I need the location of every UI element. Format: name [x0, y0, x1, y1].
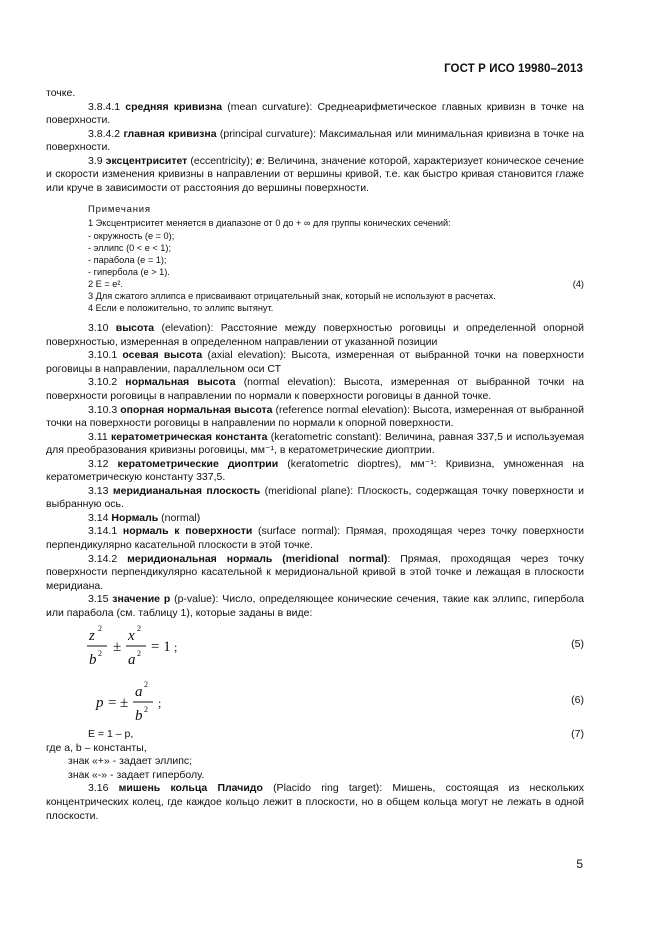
def-text: (reference normal elevation): Высота, измеренная от выбранной точки на поверхности роговицы в направлении по нормали к опорной поверхности. — [46, 403, 584, 430]
sign-plus-line: знак «+» - задает эллипс; — [68, 755, 193, 768]
def-text: (eccentricity); — [187, 154, 256, 167]
def-text: (elevation): Расстояние между поверхностью роговицы и определенной опорной поверхностью, измеренная в определенном направлении от указанной позиции — [46, 322, 584, 348]
def-term: главная кривизна — [123, 127, 217, 140]
def-text: (p-value): Число, определяющее конические сечения, такие как эллипс, гипербола или парабола (см. таблицу 1), которые заданы в виде: — [46, 593, 584, 619]
notes-title: Примечания — [88, 204, 151, 216]
def-term: мишень кольца Плачидо — [118, 782, 263, 795]
svg-text:x: x — [128, 628, 135, 645]
def-3-8-4-2 — [46, 128, 584, 155]
def-3-14-1 — [46, 525, 584, 552]
note-3: 3 Для сжатого эллипса e присваивают отрицательный знак, который не используют в расчетах. — [88, 291, 496, 302]
def-text: (meridional plane): Плоскость, содержащая точку поверхности и выбранную ось. — [46, 484, 584, 511]
def-number: 3.8.4.2 — [88, 127, 124, 140]
svg-text:;: ; — [158, 696, 162, 711]
note-1-item: - парабола (e = 1); — [88, 254, 167, 265]
def-3-16 — [46, 782, 584, 823]
svg-text:;: ; — [174, 640, 178, 655]
svg-text:2: 2 — [98, 649, 102, 659]
def-number: 3.10.3 — [88, 403, 121, 416]
svg-text:±: ± — [113, 639, 122, 656]
def-text: (surface normal): Прямая, проходящая через точку поверхности перпендикулярно касательной плоскости в этой точке. — [46, 525, 584, 551]
def-3-13 — [46, 485, 584, 512]
def-3-10-1 — [46, 349, 584, 376]
note-1-item: - эллипс (0 < e < 1); — [88, 242, 172, 253]
note-2 — [88, 278, 584, 290]
note-2-text: 2 E = e². — [88, 278, 123, 289]
svg-text:b: b — [135, 708, 143, 725]
paragraph-continuation: точке. — [46, 87, 76, 99]
svg-text:a: a — [135, 684, 143, 701]
def-term: кератометрические диоптрии — [117, 457, 279, 470]
def-term: нормаль к поверхности — [122, 525, 253, 538]
notes-block — [88, 204, 584, 314]
def-symbol: e — [255, 154, 262, 167]
def-number: 3.14 — [88, 511, 112, 524]
def-number: 3.12 — [88, 457, 118, 470]
def-3-14 — [46, 512, 584, 526]
note-1-item: - гипербола (e > 1). — [88, 266, 170, 277]
svg-text:2: 2 — [137, 649, 141, 659]
def-number: 3.9 — [88, 154, 106, 167]
note-1-item: - окружность (e = 0); — [88, 230, 175, 241]
def-number: 3.13 — [88, 484, 113, 497]
svg-text:= 1: = 1 — [151, 639, 171, 656]
equation-6 — [46, 676, 584, 728]
equation-7 — [46, 728, 584, 742]
def-term: меридианальная плоскость — [112, 484, 261, 497]
equation-number: (6) — [571, 694, 584, 707]
def-3-9 — [46, 155, 584, 196]
def-text: (keratometric dioptres), мм⁻¹: Кривизна, умноженная на кератометрическую константу 337,5. — [46, 457, 584, 484]
def-term: нормальная высота — [125, 376, 236, 389]
def-text: (axial elevation): Высота, измеренная от выбранной точки на поверхности роговицы в направлении, параллельном оси СТ — [46, 349, 584, 375]
def-term: Нормаль — [111, 511, 159, 524]
def-number: 3.11 — [88, 430, 112, 443]
def-3-12 — [46, 458, 584, 485]
def-3-11 — [46, 431, 584, 458]
note-1: 1 Эксцентриситет меняется в диапазоне от 0 до + ∞ для группы конических сечений: — [88, 218, 451, 229]
page-number: 5 — [576, 857, 583, 871]
def-text: (normal) — [158, 511, 201, 524]
def-number: 3.15 — [88, 593, 113, 606]
def-3-15 — [46, 593, 584, 620]
equation-5 — [46, 620, 584, 676]
svg-text:z: z — [89, 628, 95, 645]
equation-7-text: E = 1 – p, — [88, 728, 134, 741]
equation-number: (5) — [571, 638, 584, 651]
def-3-10 — [46, 322, 584, 349]
def-text: (normal elevation): Высота, измеренная от выбранной точки на поверхности роговицы в направлении по нормали к поверхности роговицы в данной точке. — [46, 376, 584, 402]
svg-text:p: p — [96, 695, 104, 712]
svg-text:2: 2 — [144, 705, 148, 715]
def-number: 3.14.2 — [88, 552, 128, 565]
def-3-10-3 — [46, 404, 584, 431]
def-text: (Placido ring target): Мишень, состоящая из нескольких концентрических колец, где каждое кольцо лежит в плоскости, но в общем кольца могут не лежать в одной плоскости. — [46, 782, 584, 822]
def-number: 3.10.1 — [88, 349, 123, 362]
def-number: 3.10.2 — [88, 376, 126, 389]
equation-6-formula — [86, 676, 226, 728]
svg-text:=: = — [108, 695, 117, 712]
def-text: (mean curvature): Среднеарифметическое главных кривизн в точке на поверхности. — [46, 100, 584, 127]
def-term: кератометрическая константа — [111, 430, 268, 443]
svg-text:2: 2 — [98, 624, 102, 634]
def-number: 3.10 — [88, 322, 116, 335]
note-4: 4 Если e положительно, то эллипс вытянут. — [88, 303, 274, 314]
svg-text:b: b — [89, 652, 97, 669]
def-text: (keratometric constant): Величина, равная 337,5 и используемая для преобразования кривизны роговицы, мм⁻¹, в кератометрические диоптрии. — [46, 430, 584, 457]
document-body — [46, 87, 584, 823]
equation-number: (4) — [572, 278, 584, 289]
def-3-10-2 — [46, 376, 584, 403]
def-text: (principal curvature): Максимальная или минимальная кривизна в точке на поверхности. — [46, 127, 584, 154]
svg-text:2: 2 — [144, 680, 148, 690]
def-number: 3.16 — [88, 782, 119, 795]
equation-number: (7) — [571, 728, 584, 741]
def-3-14-2 — [46, 553, 584, 594]
def-term: меридиональная нормаль (meridional normal) — [127, 552, 388, 565]
svg-text:±: ± — [120, 695, 129, 712]
def-term: эксцентриситет — [105, 154, 188, 167]
def-3-8-4-1 — [46, 101, 584, 128]
def-term: опорная нормальная высота — [120, 403, 273, 416]
def-text: : Величина, значение которой, характеризует коническое сечение и скорости изменения кривизны в направлении от вершины кривой, т.е. как быстро кривая становится глаже или круче в зависимости от расстояния до вершины поверхности. — [46, 154, 585, 194]
equation-5-formula — [86, 620, 226, 676]
svg-text:2: 2 — [137, 624, 141, 634]
def-number: 3.8.4.1 — [88, 100, 126, 113]
def-term: средняя кривизна — [125, 100, 223, 113]
def-term: осевая высота — [122, 349, 203, 362]
sign-minus-line: знак «-» - задает гиперболу. — [68, 768, 205, 781]
document-header: ГОСТ Р ИСО 19980–2013 — [444, 63, 583, 75]
def-term: высота — [115, 322, 155, 335]
svg-text:a: a — [128, 652, 136, 669]
constants-line: где a, b – константы, — [46, 741, 147, 754]
def-text: : Прямая, проходящая через точку поверхности перпендикулярно касательной к меридиональной кривой в этой точке и лежащая в плоскости меридиана. — [46, 552, 584, 592]
def-number: 3.14.1 — [88, 525, 123, 538]
def-term: значение p — [112, 593, 171, 606]
